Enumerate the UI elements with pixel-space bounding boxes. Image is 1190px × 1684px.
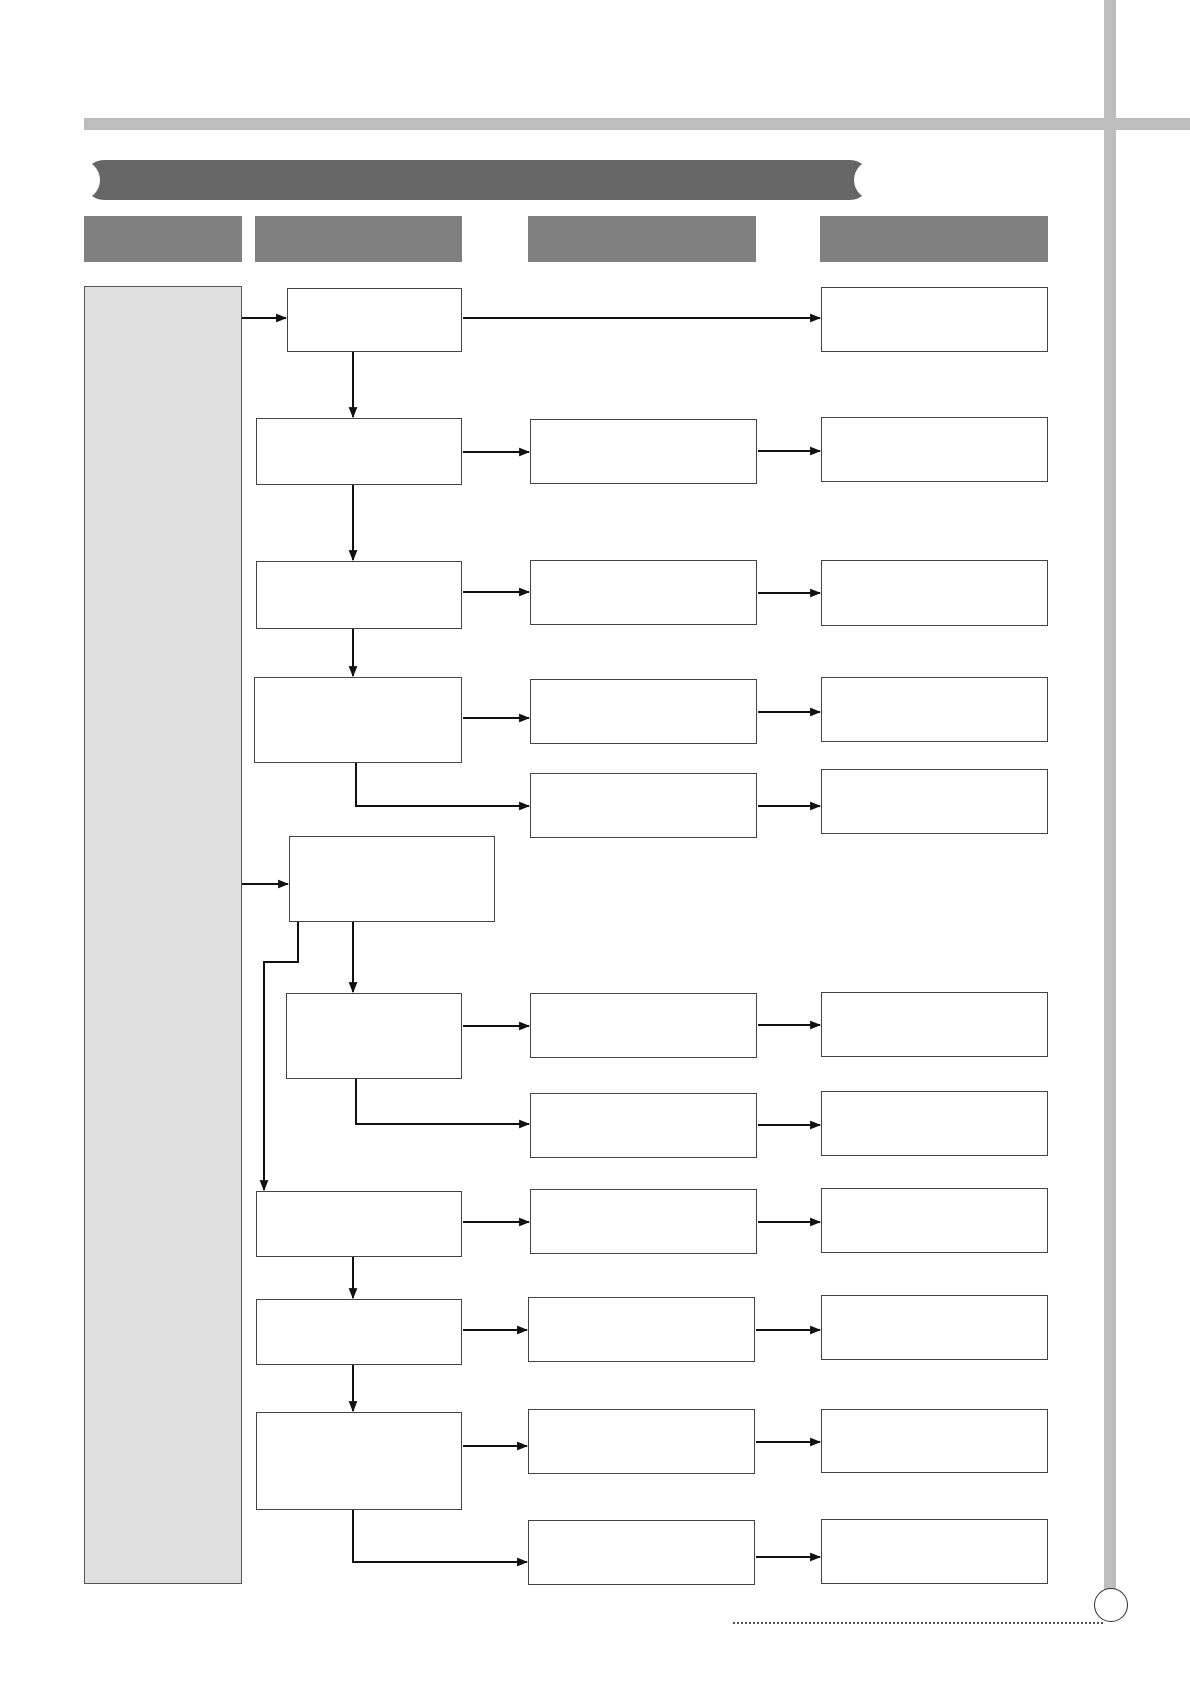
- arrow-a9-b11: [353, 1510, 527, 1562]
- arrow-a4-b5: [356, 763, 529, 806]
- arrow-a5-a7: [264, 922, 298, 1190]
- arrow-a6-b7: [356, 1079, 529, 1124]
- page-number-circle: [1094, 1588, 1128, 1622]
- footer-dotted-rule: [733, 1622, 1103, 1624]
